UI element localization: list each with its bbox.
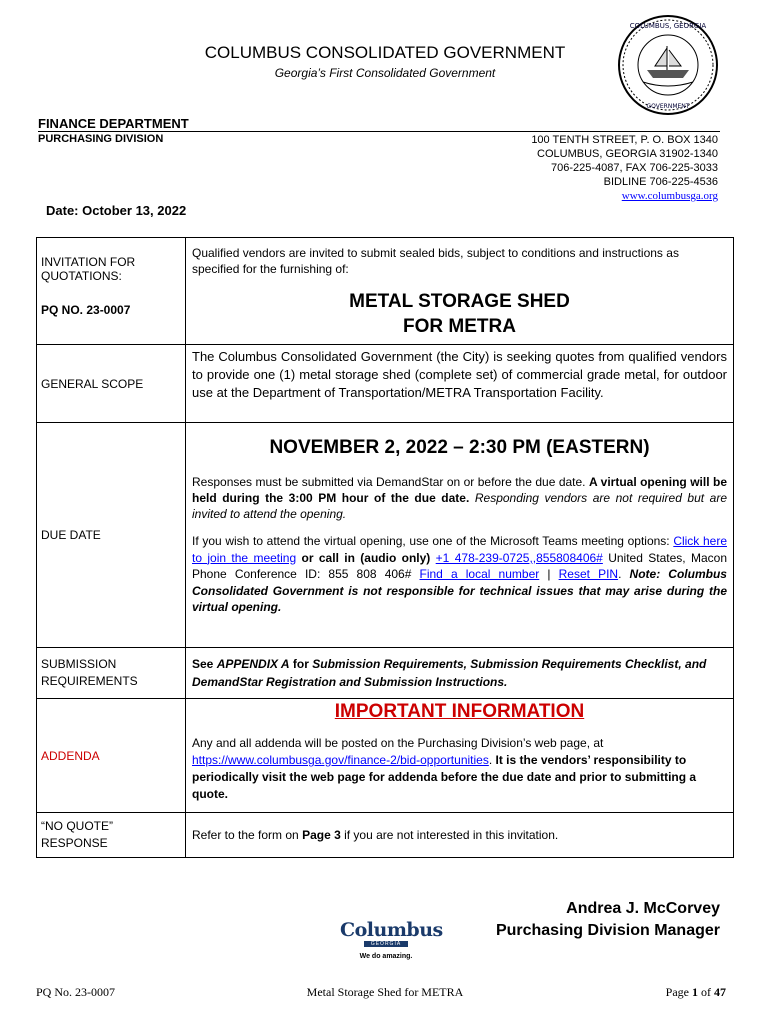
- addenda-label: ADDENDA: [37, 699, 186, 813]
- item-title: [192, 289, 727, 339]
- due-paragraph-1: [192, 474, 727, 522]
- text-span: for: [289, 657, 313, 671]
- address-line: 706-225-4087, FAX 706-225-3033: [551, 162, 718, 174]
- footer-center: Metal Storage Shed for METRA: [306, 985, 464, 999]
- text-span: See: [192, 657, 217, 671]
- bid-opportunities-link[interactable]: https://www.columbusga.gov/finance-2/bid-opportunities: [192, 753, 489, 767]
- division-name: PURCHASING DIVISION: [38, 133, 164, 145]
- text-span: A virtual opening will be held during the 3:00 PM hour of the due date.: [192, 475, 727, 505]
- text-span: It is the vendors’ responsibility to periodically visit the web page for addenda before the due date and prior to submitting a quote.: [192, 753, 697, 801]
- table-row: [37, 423, 734, 648]
- document-subtitle: Georgia’s First Consolidated Government: [274, 66, 496, 80]
- signer-title: Purchasing Division Manager: [495, 922, 720, 939]
- text-span: Responding vendors are not required but are invited to attend the opening.: [192, 491, 727, 521]
- text-span: Responses must be submitted via DemandStar on or before the due date.: [192, 475, 589, 489]
- website-link[interactable]: www.columbusga.org: [621, 190, 718, 202]
- invitation-label: INVITATION FOR QUOTATIONS:: [41, 255, 136, 283]
- text-span: or call in (audio only): [296, 550, 436, 565]
- invitation-cell: [37, 238, 186, 345]
- table-row: [37, 648, 734, 699]
- submission-text: [186, 648, 734, 699]
- text-span: Page 3: [302, 828, 341, 842]
- text-span: Submission Requirements, Submission Requirements Checklist, and DemandStar Registration and Submission Instructions.: [192, 657, 707, 689]
- text-span: if you are not interested in this invitation.: [340, 828, 559, 842]
- due-paragraph-2: [192, 533, 727, 616]
- addenda-text: [192, 735, 727, 803]
- svg-text:GOVERNMENT: GOVERNMENT: [646, 103, 690, 110]
- submission-label: SUBMISSION REQUIREMENTS: [37, 648, 186, 699]
- due-date-content: [186, 423, 734, 648]
- table-row: [37, 238, 734, 345]
- invitation-table: [36, 237, 734, 858]
- page-number: [666, 985, 726, 1000]
- logo-tagline: We do amazing.: [359, 953, 413, 960]
- address-block: [531, 133, 718, 203]
- svg-text:COLUMBUS, GEORGIA: COLUMBUS, GEORGIA: [629, 22, 707, 30]
- text-span: APPENDIX A: [216, 657, 290, 671]
- text-span: |: [539, 567, 559, 581]
- pq-number: PQ NO. 23-0007: [41, 303, 131, 317]
- document-title: COLUMBUS CONSOLIDATED GOVERNMENT: [204, 43, 566, 62]
- intro-text: Qualified vendors are invited to submit sealed bids, subject to conditions and instructions as specified for the furnishing of:: [192, 246, 679, 276]
- text-span: Page: [665, 985, 692, 999]
- address-line: COLUMBUS, GEORGIA 31902-1340: [537, 148, 718, 160]
- item-title-line: FOR METRA: [403, 316, 516, 337]
- invitation-content: [186, 238, 734, 345]
- text-span: of: [698, 985, 714, 999]
- text-span: .: [488, 753, 496, 767]
- table-row: [37, 699, 734, 813]
- table-row: [37, 345, 734, 423]
- phone-link[interactable]: +1 478-239-0725,,855808406#: [435, 550, 603, 565]
- address-line: BIDLINE 706-225-4536: [603, 176, 718, 188]
- text-span: 47: [714, 985, 726, 999]
- disclaimer-note: Note: Columbus Consolidated Government is not responsible for technical issues that may arise during the virtual opening.: [192, 567, 727, 614]
- find-local-number-link[interactable]: Find a local number: [419, 567, 540, 581]
- text-span: .: [618, 567, 630, 581]
- text-span: Refer to the form on: [192, 828, 303, 842]
- scope-text: The Columbus Consolidated Government (the City) is seeking quotes from qualified vendors to provide one (1) metal storage shed (complete set) of commercial grade metal, for outdoor use at the Department of Transportation/METRA Transportation Facility.: [186, 345, 734, 423]
- due-datetime: NOVEMBER 2, 2022 – 2:30 PM (EASTERN): [269, 437, 650, 458]
- department-name: FINANCE DEPARTMENT: [38, 116, 189, 131]
- text-span: Any and all addenda will be posted on the Purchasing Division’s web page, at: [192, 736, 604, 750]
- no-quote-text: [186, 813, 734, 858]
- no-quote-label: “NO QUOTE” RESPONSE: [37, 813, 186, 858]
- important-heading: IMPORTANT INFORMATION: [334, 701, 585, 722]
- text-span: If you wish to attend the virtual opening, use one of the Microsoft Teams meeting options:: [192, 534, 674, 548]
- city-seal-logo: [617, 14, 719, 116]
- scope-label: GENERAL SCOPE: [37, 345, 186, 423]
- due-date-label: DUE DATE: [37, 423, 186, 648]
- signature-block: [496, 898, 720, 942]
- signer-name: Andrea J. McCorvey: [566, 900, 720, 917]
- text-span: United States, Macon Phone Conference ID: 855 808 406#: [192, 550, 728, 581]
- header-divider: [38, 131, 720, 132]
- table-row: [37, 813, 734, 858]
- text-span: 1: [692, 985, 698, 999]
- address-line: 100 TENTH STREET, P. O. BOX 1340: [531, 134, 718, 146]
- logo-state: GEORGIA: [364, 941, 408, 947]
- columbus-logo: [340, 919, 443, 971]
- addenda-content: [186, 699, 734, 813]
- logo-wordmark: Columbus: [340, 919, 443, 941]
- item-title-line: METAL STORAGE SHED: [349, 291, 570, 312]
- join-meeting-link[interactable]: Click here to join the meeting: [192, 534, 727, 565]
- footer-left: PQ No. 23-0007: [36, 985, 116, 999]
- issue-date: Date: October 13, 2022: [46, 203, 187, 218]
- reset-pin-link[interactable]: Reset PIN: [558, 567, 619, 581]
